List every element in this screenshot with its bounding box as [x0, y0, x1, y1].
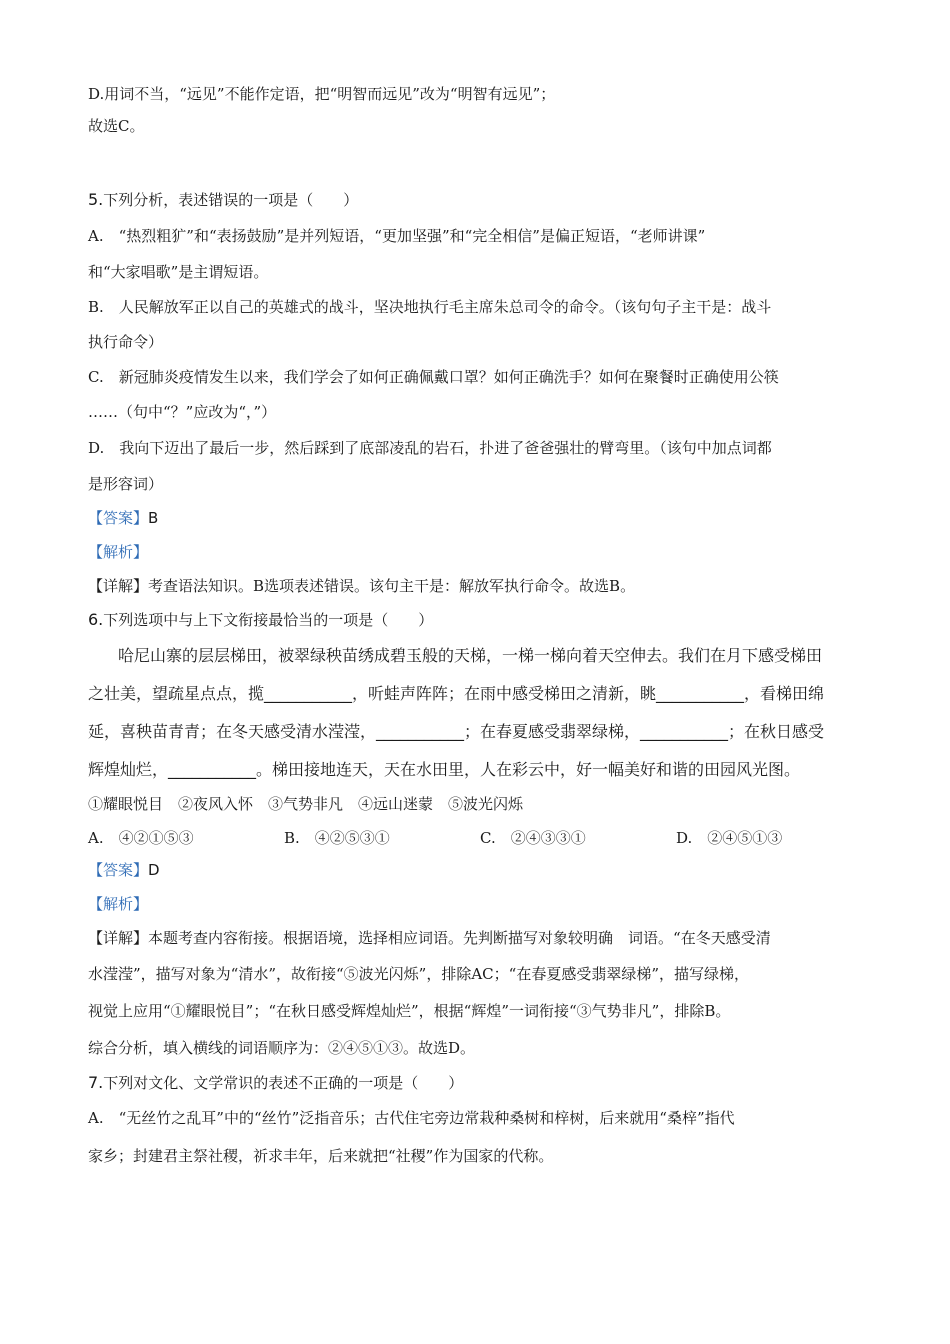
- q6-option-c: C. ②④③③①: [480, 829, 586, 847]
- q5-option-b-line1: B. 人民解放军正以自己的英雄式的战斗，坚决地执行毛主席朱总司令的命令。（该句句子主干是：战斗: [88, 298, 772, 316]
- q6-option-a: A. ④②①⑤③: [88, 829, 194, 847]
- q5-analysis-tag: 【解析】: [88, 543, 149, 561]
- q5-option-a-line1: A. “热烈粗犷”和“表扬鼓励”是并列短语，“更加坚强”和“完全相信”是偏正短语，“老师讲课”: [88, 227, 706, 245]
- question-7-text: 下列对文化、文学常识的表述不正确的一项是（ ）: [103, 1074, 464, 1092]
- detail-text: 本题考查内容衔接。根据语境，选择相应词语。先判断描写对象较明确 词语。“在冬天感受清: [148, 929, 771, 947]
- q6-option-d: D. ②④⑤①③: [676, 829, 783, 847]
- question-7-stem: [88, 1073, 463, 1093]
- q6-items: ①耀眼悦目 ②夜风入怀 ③气势非凡 ④远山迷蒙 ⑤波光闪烁: [88, 795, 524, 813]
- q7-option-a-line2: 家乡；封建君主祭社稷，祈求丰年，后来就把“社稷”作为国家的代称。: [88, 1147, 554, 1165]
- answer-value: D: [148, 861, 160, 879]
- q5-answer: [88, 508, 158, 528]
- question-5-text: 下列分析，表述错误的一项是（ ）: [103, 191, 359, 209]
- q5-option-d-line2: 是形容词）: [88, 475, 164, 493]
- answer-tag: 【答案】: [88, 509, 149, 527]
- detail-text: 考查语法知识。B选项表述错误。该句主干是：解放军执行命令。故选B。: [148, 577, 636, 595]
- question-6-stem: [88, 610, 433, 630]
- q6-detail-line1: [88, 928, 771, 948]
- answer-tag: 【答案】: [88, 861, 149, 879]
- q6-passage-line3: 延，喜秧苗青青；在冬天感受清水滢滢，___________；在春夏感受翡翠绿梯，___________；在秋日感受: [88, 722, 825, 741]
- q5-option-b-line2: 执行命令）: [88, 333, 164, 351]
- question-5-stem: [88, 190, 358, 210]
- question-7-number: 7.: [88, 1073, 104, 1092]
- q6-passage-line2: 之壮美，望疏星点点，揽___________，听蛙声阵阵；在雨中感受梯田之清新，眺___________，看梯田绵: [88, 684, 825, 703]
- previous-answer-conclusion: 故选C。: [88, 117, 145, 135]
- question-6-text: 下列选项中与上下文衔接最恰当的一项是（ ）: [103, 611, 434, 629]
- q6-option-b: B. ④②⑤③①: [284, 829, 390, 847]
- q6-passage-line1: 哈尼山寨的层层梯田，被翠绿秧苗绣成碧玉般的天梯，一梯一梯向着天空伸去。我们在月下感受梯田: [118, 646, 823, 665]
- q6-passage-line4: 辉煌灿烂，___________。梯田接地连天，天在水田里，人在彩云中，好一幅美好和谐的田园风光图。: [88, 760, 801, 779]
- q6-answer: [88, 860, 160, 880]
- q6-detail-line4: 综合分析，填入横线的词语顺序为：②④⑤①③。故选D。: [88, 1039, 476, 1057]
- detail-tag: 【详解】: [88, 929, 149, 947]
- q6-options: [88, 828, 872, 848]
- q5-option-c-line2: ……（句中“？”应改为“，”）: [88, 403, 277, 421]
- question-5-number: 5.: [88, 190, 104, 209]
- answer-value: B: [148, 509, 159, 527]
- q7-option-a-line1: A. “无丝竹之乱耳”中的“丝竹”泛指音乐；古代住宅旁边常栽种桑树和梓树，后来就用“桑梓”指代: [88, 1109, 735, 1127]
- q6-analysis-tag: 【解析】: [88, 895, 149, 913]
- q5-option-d-line1: D. 我向下迈出了最后一步，然后踩到了底部凌乱的岩石，扑进了爸爸强壮的臂弯里。（该句中加点词都: [88, 439, 772, 457]
- q5-detail: [88, 576, 635, 596]
- detail-tag: 【详解】: [88, 577, 149, 595]
- previous-answer-option-d: D.用词不当，“远见”不能作定语，把“明智而远见”改为“明智有远见”；: [88, 85, 556, 103]
- q5-option-a-line2: 和“大家唱歌”是主谓短语。: [88, 263, 269, 281]
- q6-detail-line3: 视觉上应用“①耀眼悦目”；“在秋日感受辉煌灿烂”，根据“辉煌”一词衔接“③气势非凡”，排除B。: [88, 1002, 731, 1020]
- q5-option-c-line1: C. 新冠肺炎疫情发生以来，我们学会了如何正确佩戴口罩？如何正确洗手？如何在聚餐时正确使用公筷: [88, 368, 779, 386]
- q6-detail-line2: 水滢滢”，描写对象为“清水”，故衔接“⑤波光闪烁”，排除AC；“在春夏感受翡翠绿梯”，描写绿梯，: [88, 965, 749, 983]
- question-6-number: 6.: [88, 610, 104, 629]
